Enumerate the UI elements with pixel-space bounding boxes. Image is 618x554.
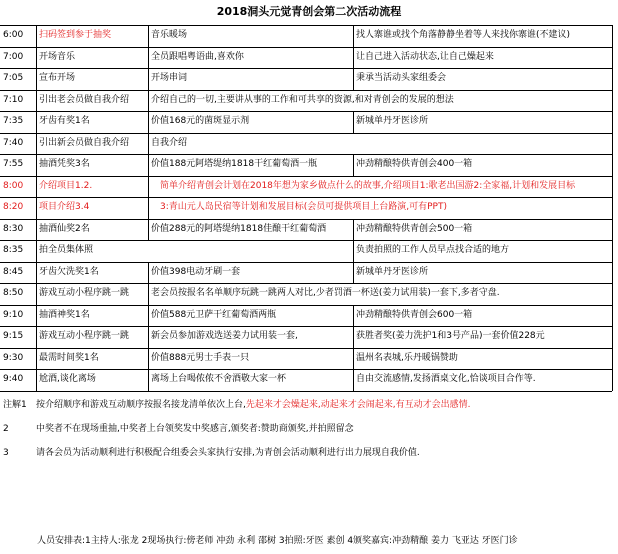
column-divider [148, 197, 149, 219]
note-text-highlight: 先起来才会燥起来,动起来才会闹起来,有互动才会出感情. [245, 399, 471, 410]
note-cell: 新城单丹牙医诊所 [356, 266, 429, 277]
time-cell: 8:50 [3, 288, 24, 298]
time-cell: 7:05 [3, 73, 24, 83]
time-cell: 7:40 [3, 137, 24, 148]
table-row [0, 197, 612, 219]
note-cell: 新城单丹牙医诊所 [356, 116, 429, 126]
note-cell: 冲劲精酿特供青创会400一箱 [356, 159, 473, 169]
note-cell: 自由交流感情,发扬酒桌文化,恰谈项目合作等. [356, 374, 536, 384]
detail-cell: 全员跟唱粤语曲,喜欢你 [151, 51, 244, 62]
table-row [0, 262, 612, 284]
column-divider [36, 68, 37, 90]
table-row [0, 90, 612, 112]
note-row [0, 417, 612, 441]
event-cell: 开场音乐 [39, 51, 76, 62]
table-row [0, 133, 612, 155]
column-divider [148, 369, 149, 391]
event-cell: 牙齿有奖1名 [39, 116, 90, 126]
column-divider [148, 154, 149, 176]
event-cell: 扫码签到参于抽奖 [39, 30, 112, 40]
event-cell: 项目介绍3.4 [39, 202, 90, 212]
event-cell: 引出新会员做自我介绍 [39, 137, 130, 148]
column-divider [148, 219, 149, 241]
event-cell: 最需时间奖1名 [39, 352, 99, 363]
event-cell: 游戏互动小程序跳一跳 [39, 288, 130, 298]
event-cell: 牙齿欠洗奖1名 [39, 266, 99, 277]
detail-cell: 价值288元的阿塔缇纳1818佳酿干红葡萄酒 [151, 223, 327, 234]
detail-cell: 新会员参加游戏选送姜力试用装一套, [151, 331, 298, 341]
column-divider [353, 154, 354, 176]
column-divider [353, 111, 354, 133]
detail-cell: 简单介绍青创会计划在2018年想为家乡做点什么的故事,介绍项目1:歌老出国游2:全家福,计划和发展目标 [160, 180, 576, 191]
event-cell: 尬酒,谈化离场 [39, 374, 96, 384]
column-divider [36, 348, 37, 370]
detail-cell: 音乐暖场 [151, 30, 188, 40]
column-divider [36, 262, 37, 284]
column-divider [148, 348, 149, 370]
column-divider [612, 25, 613, 47]
column-divider [148, 133, 149, 155]
column-divider [612, 240, 613, 262]
time-cell: 9:40 [3, 374, 24, 384]
note-cell: 负责拍照的工作人员早点找合适的地方 [356, 245, 510, 255]
time-cell: 8:45 [3, 266, 24, 277]
table-row [0, 154, 612, 176]
note-text [36, 417, 354, 441]
column-divider [148, 47, 149, 69]
column-divider [36, 90, 37, 112]
table-row [0, 326, 612, 348]
column-divider [36, 369, 37, 391]
detail-cell: 价值588元卫萨干红葡萄酒两瓶 [151, 309, 277, 320]
table-row [0, 68, 612, 90]
event-cell: 抽酒凭奖3名 [39, 159, 90, 169]
note-number: 3 [3, 447, 9, 458]
column-divider [612, 326, 613, 348]
note-text-main: 按介绍顺序和游戏互动顺序按报名接龙清单依次上台, [36, 399, 246, 410]
column-divider [148, 283, 149, 305]
column-divider [353, 262, 354, 284]
column-divider [148, 176, 149, 198]
column-divider [36, 47, 37, 69]
time-cell: 8:30 [3, 223, 24, 234]
column-divider [36, 176, 37, 198]
note-row [0, 393, 612, 417]
column-divider [612, 262, 613, 284]
note-row [0, 441, 612, 465]
detail-cell: 自我介绍 [151, 137, 188, 148]
staff-arrangement: 人员安排表:1主持人:张龙 2现场执行:傍老师 冲劲 永利 邵树 3拍照:牙医 素创 4颁奖嘉宾:冲劲精酿 姜力 飞亚达 牙医门诊 [37, 536, 518, 546]
event-cell: 宣布开场 [39, 73, 76, 83]
time-cell: 7:35 [3, 116, 24, 126]
note-text [36, 393, 470, 417]
table-row [0, 176, 612, 198]
table-row [0, 283, 612, 305]
column-divider [36, 326, 37, 348]
table-row [0, 47, 612, 69]
column-divider [36, 25, 37, 47]
time-cell: 8:35 [3, 245, 24, 255]
column-divider [148, 90, 149, 112]
time-cell: 9:15 [3, 331, 24, 341]
column-divider [612, 219, 613, 241]
detail-cell: 开场串词 [151, 73, 188, 83]
column-divider [148, 305, 149, 327]
table-row [0, 348, 612, 370]
column-divider [36, 305, 37, 327]
column-divider [353, 47, 354, 69]
event-cell: 引出老会员做自我介绍 [39, 94, 130, 105]
table-row [0, 305, 612, 327]
column-divider [612, 283, 613, 305]
time-cell: 8:20 [3, 202, 24, 212]
column-divider [612, 47, 613, 69]
detail-cell: 3:青山元人岛民宿等计划和发展目标(会员可提供项目上台路演,可有PPT) [160, 202, 447, 212]
column-divider [612, 68, 613, 90]
table-row [0, 240, 612, 262]
detail-cell: 价值188元阿塔缇纳1818干红葡萄酒一瓶 [151, 159, 318, 169]
column-divider [612, 369, 613, 391]
detail-cell: 老会员按报名名单顺序玩跳一跳两人对比,少者罚酒一杯送(姜力试用装)一套下,多者守盘. [151, 288, 500, 298]
column-divider [36, 240, 37, 262]
column-divider [148, 262, 149, 284]
detail-cell: 价值888元男士手表一只 [151, 352, 250, 363]
column-divider [148, 326, 149, 348]
page-title: 2018洞头元觉青创会第二次活动流程 [216, 5, 402, 18]
table-row [0, 369, 612, 391]
column-divider [353, 369, 354, 391]
column-divider [612, 154, 613, 176]
time-cell: 9:30 [3, 352, 24, 363]
column-divider [612, 133, 613, 155]
column-divider [612, 197, 613, 219]
event-cell: 拍全员集体照 [39, 245, 94, 255]
column-divider [148, 25, 149, 47]
column-divider [353, 68, 354, 90]
detail-cell: 离场上台喝侬侬不舍酒敬大家一杯 [151, 374, 287, 384]
note-cell: 获胜者奖(姜力洗护1和3号产品)一套价值228元 [356, 331, 545, 341]
table-row [0, 219, 612, 241]
detail-cell: 价值398电动牙刷一套 [151, 266, 241, 277]
column-divider [353, 25, 354, 47]
column-divider [612, 176, 613, 198]
column-divider [36, 219, 37, 241]
column-divider [36, 197, 37, 219]
column-divider [612, 90, 613, 112]
column-divider [353, 219, 354, 241]
column-divider [612, 111, 613, 133]
note-cell: 找人寨谁或找个角落静静坐着等人来找你寨谁(不建议) [356, 30, 571, 40]
event-cell: 抽酒仙奖2名 [39, 223, 90, 234]
row-divider [0, 391, 612, 392]
column-divider [353, 326, 354, 348]
note-text-main: 中奖者不在现场重抽,中奖者上台领奖发中奖感言,颁奖者:赞助商颁奖,并拍照留念 [36, 423, 354, 434]
time-cell: 7:10 [3, 94, 24, 105]
note-cell: 秉承当活动头家组委会 [356, 73, 447, 83]
event-cell: 游戏互动小程序跳一跳 [39, 331, 130, 341]
column-divider [36, 133, 37, 155]
note-text [36, 441, 420, 465]
note-cell: 温州名表城,乐丹暖锅赞助 [356, 352, 458, 363]
event-cell: 抽酒神奖1名 [39, 309, 90, 320]
note-cell: 让自己进入活动状态,让自己燥起来 [356, 51, 494, 62]
column-divider [36, 283, 37, 305]
column-divider [36, 154, 37, 176]
detail-cell: 价值168元的菌斑显示剂 [151, 116, 250, 126]
note-cell: 冲劲精酿特供青创会500一箱 [356, 223, 473, 234]
column-divider [353, 240, 354, 262]
table-row [0, 25, 612, 47]
time-cell: 6:00 [3, 30, 24, 40]
note-cell: 冲劲精酿特供青创会600一箱 [356, 309, 473, 320]
column-divider [353, 305, 354, 327]
column-divider [612, 348, 613, 370]
note-text-main: 请各会员为活动顺利进行积极配合组委会头家执行安排,为青创会活动顺利进行出力展现自我价值. [36, 447, 420, 458]
detail-cell: 介绍自己的一切,主要讲从事的工作和可共享的资源,和对青创会的发展的想法 [151, 94, 454, 105]
note-number: 2 [3, 423, 9, 434]
column-divider [353, 348, 354, 370]
column-divider [148, 111, 149, 133]
time-cell: 9:10 [3, 309, 24, 320]
time-cell: 8:00 [3, 180, 24, 191]
table-row [0, 111, 612, 133]
column-divider [612, 305, 613, 327]
time-cell: 7:00 [3, 51, 24, 62]
event-cell: 介绍项目1.2. [39, 180, 93, 191]
column-divider [36, 111, 37, 133]
column-divider [148, 68, 149, 90]
note-number: 注解1 [3, 399, 27, 410]
time-cell: 7:55 [3, 159, 24, 169]
